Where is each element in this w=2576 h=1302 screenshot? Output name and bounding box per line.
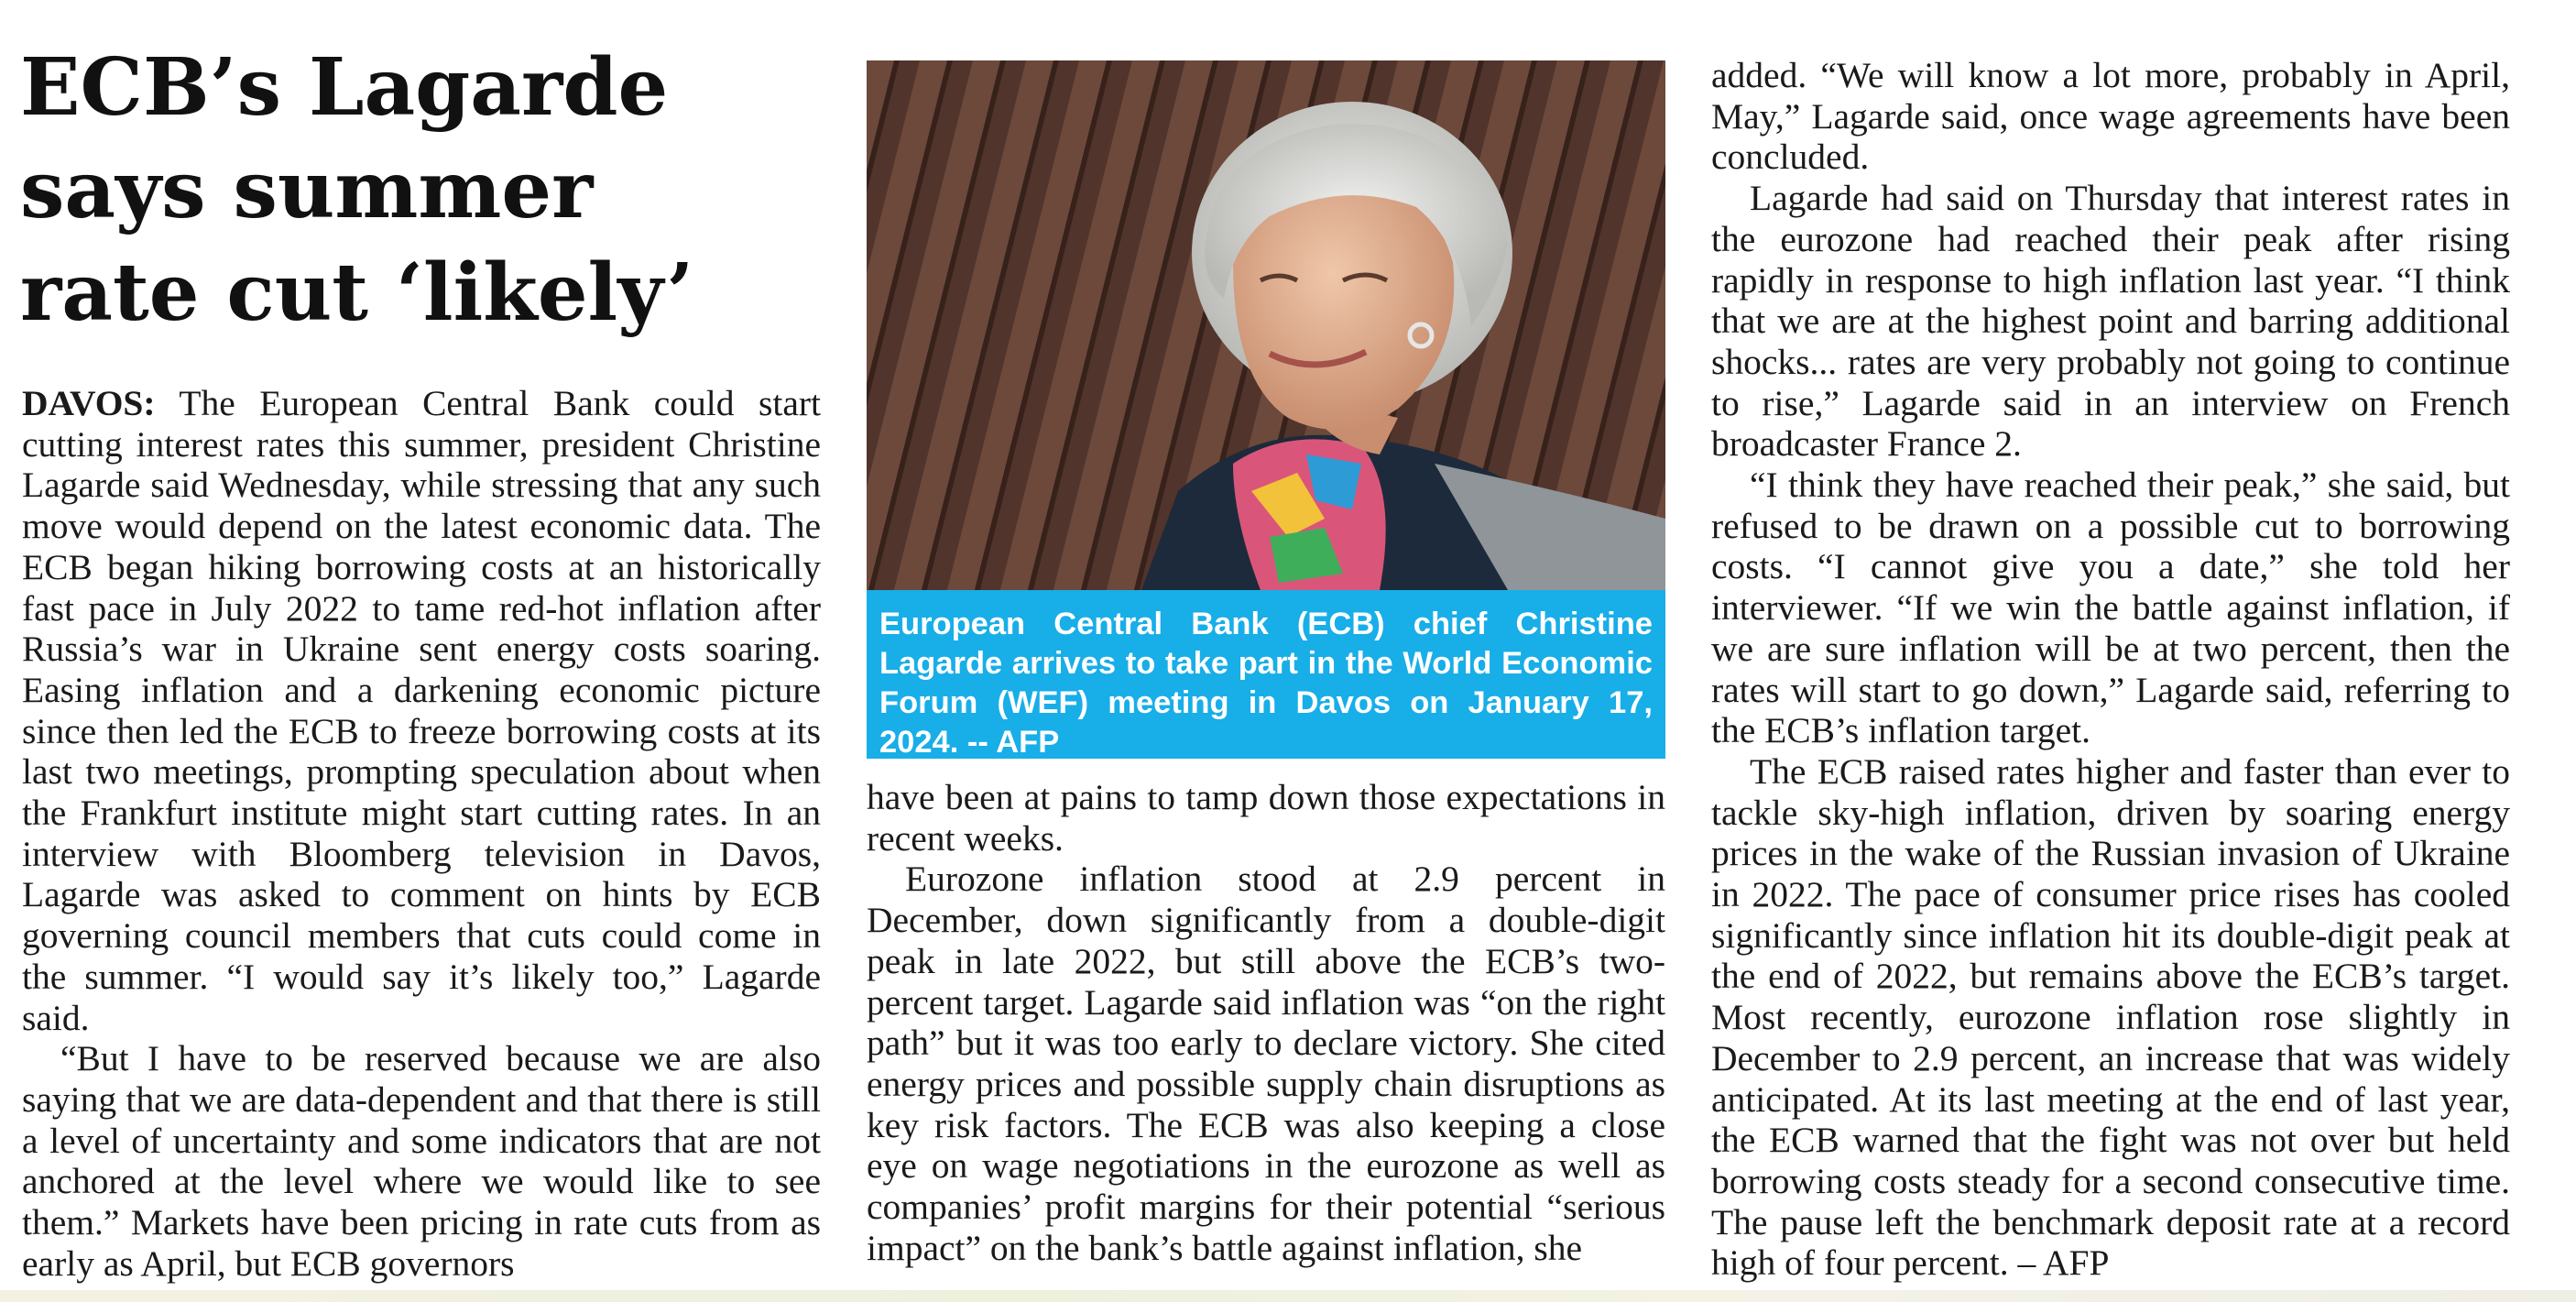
paragraph-text: The European Central Bank could start cutting interest rates this summer, president Christine Lagarde said Wednesday, while stressing that any such move would depend on the latest economic data. The ECB began hiking borrowing costs at an historically fast pace in July 2022 to tame red-hot inflation after Russia’s war in Ukraine sent energy costs soaring. Easing inflation and a darkening economic picture since then led the ECB to freeze borrowing costs at its last two meetings, prompting speculation about when the Frankfurt institute might start cutting rates. In an interview with Bloomberg television in Davos, Lagarde was asked to comment on hints by ECB governing council members that cuts could come in the summer. “I would say it’s likely too,” Lagarde said. [22,383,821,1038]
lagarde-photo [867,60,1665,590]
article-paragraph [22,383,821,1038]
article-paragraph: added. “We will know a lot more, probably in April, May,” Lagarde said, once wage agreements have been concluded. [1711,55,2510,178]
photo-caption: European Central Bank (ECB) chief Christine Lagarde arrives to take part in the World Economic Forum (WEF) meeting in Davos on January 17, 2024. -- AFP [867,590,1665,759]
headline-line-1: ECB’s Lagarde [20,41,669,134]
article-paragraph: Eurozone inflation stood at 2.9 percent in December, down significantly from a double-digit peak in late 2022, but still above the ECB’s two-percent target. Lagarde said inflation was “on the right path” but it was too early to declare victory. She cited energy prices and possible supply chain disruptions as key risk factors. The ECB was also keeping a close eye on wage negotiations in the eurozone as well as companies’ profit margins for their potential “serious impact” on the bank’s battle against inflation, she [867,859,1665,1268]
headline [20,37,716,345]
article-paragraph: The ECB raised rates higher and faster than ever to tackle sky-high inflation, driven by soaring energy prices in the wake of the Russian invasion of Ukraine in 2022. The pace of consumer price rises has cooled significantly since inflation hit its double-digit peak at the end of 2022, but remains above the ECB’s target. Most recently, eurozone inflation rose slightly in December to 2.9 percent, an increase that was widely anticipated. At its last meeting at the end of last year, the ECB warned that the fight was not over but held borrowing costs steady for a second consecutive time. The pause left the benchmark deposit rate at a record high of four percent. – AFP [1711,750,2510,1284]
page-bottom-edge [0,1290,2576,1302]
article-column-3 [1711,55,2510,1284]
article-paragraph: “I think they have reached their peak,” she said, but refused to be drawn on a possible cut to borrowing costs. “I cannot give you a date,” she told her interviewer. “If we win the battle against inflation, if we are sure inflation will be at two percent, then the rates will start to go down,” Lagarde said, referring to the ECB’s inflation target. [1711,465,2510,751]
headline-line-2: says summer [20,144,594,236]
article-paragraph: Lagarde had said on Thursday that interest rates in the eurozone had reached their peak after rising rapidly in response to high inflation last year. “I think that we are at the highest point and barring additional shocks... rates are very probably not going to continue to rise,” Lagarde said in an interview on French broadcaster France 2. [1711,178,2510,465]
article-paragraph: “But I have to be reserved because we are also saying that we are data-dependent and that there is still a level of uncertainty and some indicators that are not anchored at the level where we would like to see them.” Markets have been pricing in rate cuts from as early as April, but ECB governors [22,1038,821,1284]
article-column-2 [867,777,1665,1268]
headline-line-3: rate cut ‘likely’ [20,246,694,339]
photo-illustration [867,60,1665,590]
article-paragraph: have been at pains to tamp down those expectations in recent weeks. [867,777,1665,859]
photo-block [867,60,1665,759]
article-column-1 [22,383,821,1284]
dateline: DAVOS: [22,383,156,423]
